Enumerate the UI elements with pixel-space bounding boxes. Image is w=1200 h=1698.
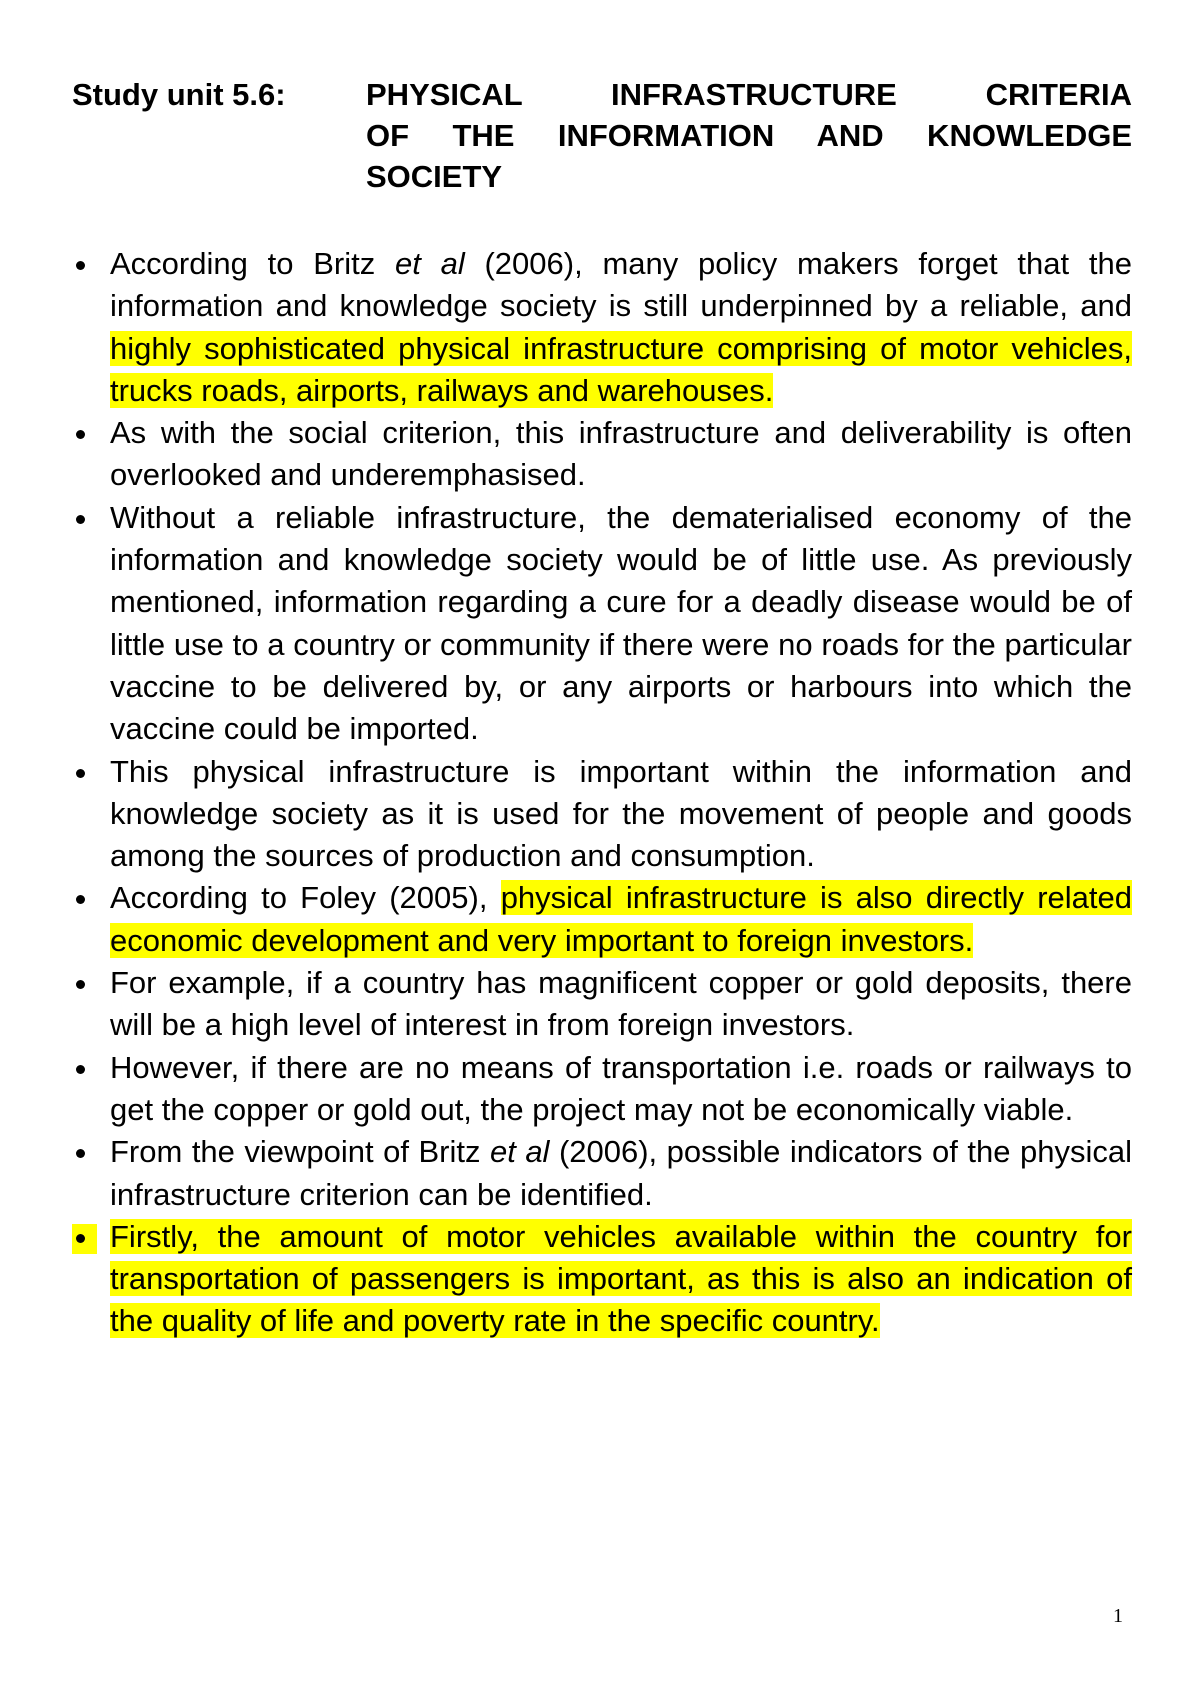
bullet-dot-icon xyxy=(76,1234,85,1243)
bullet-dot-icon xyxy=(76,515,85,524)
bullet-item: As with the social criterion, this infrastructure and deliverability is often overlooked and underemphasised. xyxy=(72,412,1132,497)
bullet-list xyxy=(72,243,1132,1343)
bullet-item: This physical infrastructure is important within the information and knowledge society as it is used for the movement of people and goods among the sources of production and consumption. xyxy=(72,751,1132,878)
bullet-dot-icon xyxy=(76,1149,85,1158)
bullet-item: Without a reliable infrastructure, the dematerialised economy of the information and knowledge society would be of little use. As previously mentioned, information regarding a cure for a deadly disease would be of little use to a country or community if there were no roads for the particular vaccine to be delivered by, or any airports or harbours into which the vaccine could be imported. xyxy=(72,497,1132,751)
bullet-item: According to Britz et al (2006), many policy makers forget that the information and knowledge society is still underpinned by a reliable, and highly sophisticated physical infrastructure comprising of motor vehicles, trucks roads, airports, railways and warehouses. xyxy=(72,243,1132,412)
bullet-item: For example, if a country has magnificent copper or gold deposits, there will be a high level of interest in from foreign investors. xyxy=(72,962,1132,1047)
highlighted-text: highly sophisticated physical infrastructure comprising of motor vehicles, trucks roads, airports, railways and warehouses. xyxy=(110,330,1132,408)
bullet-item: However, if there are no means of transportation i.e. roads or railways to get the copper or gold out, the project may not be economically viable. xyxy=(72,1047,1132,1132)
page-number: 1 xyxy=(1113,1605,1123,1627)
highlighted-text: Firstly, the amount of motor vehicles available within the country for transportation of passengers is important, as this is also an indication of the quality of life and poverty rate in the specific country. xyxy=(110,1218,1132,1339)
bullet-item: From the viewpoint of Britz et al (2006), possible indicators of the physical infrastructure criterion can be identified. xyxy=(72,1131,1132,1216)
title-line: OF THE INFORMATION AND KNOWLEDGE xyxy=(366,118,1132,153)
bullet-dot-icon xyxy=(76,261,85,270)
study-unit-title xyxy=(366,74,1132,197)
title-line: SOCIETY xyxy=(366,159,503,194)
bullet-dot-icon xyxy=(76,895,85,904)
bullet-item xyxy=(72,1216,1132,1343)
study-unit-label: Study unit 5.6: xyxy=(72,77,286,112)
highlighted-text: physical infrastructure is also directly related economic development and very important to foreign investors. xyxy=(110,880,1132,958)
bullet-dot-icon xyxy=(76,980,85,989)
title-line: PHYSICAL INFRASTRUCTURE CRITERIA xyxy=(366,77,1132,112)
bullet-item: According to Foley (2005), physical infrastructure is also directly related economic development and very important to foreign investors. xyxy=(72,877,1132,962)
bullet-dot-icon xyxy=(76,1065,85,1074)
bullet-dot-icon xyxy=(76,430,85,439)
bullet-dot-icon xyxy=(76,769,85,778)
